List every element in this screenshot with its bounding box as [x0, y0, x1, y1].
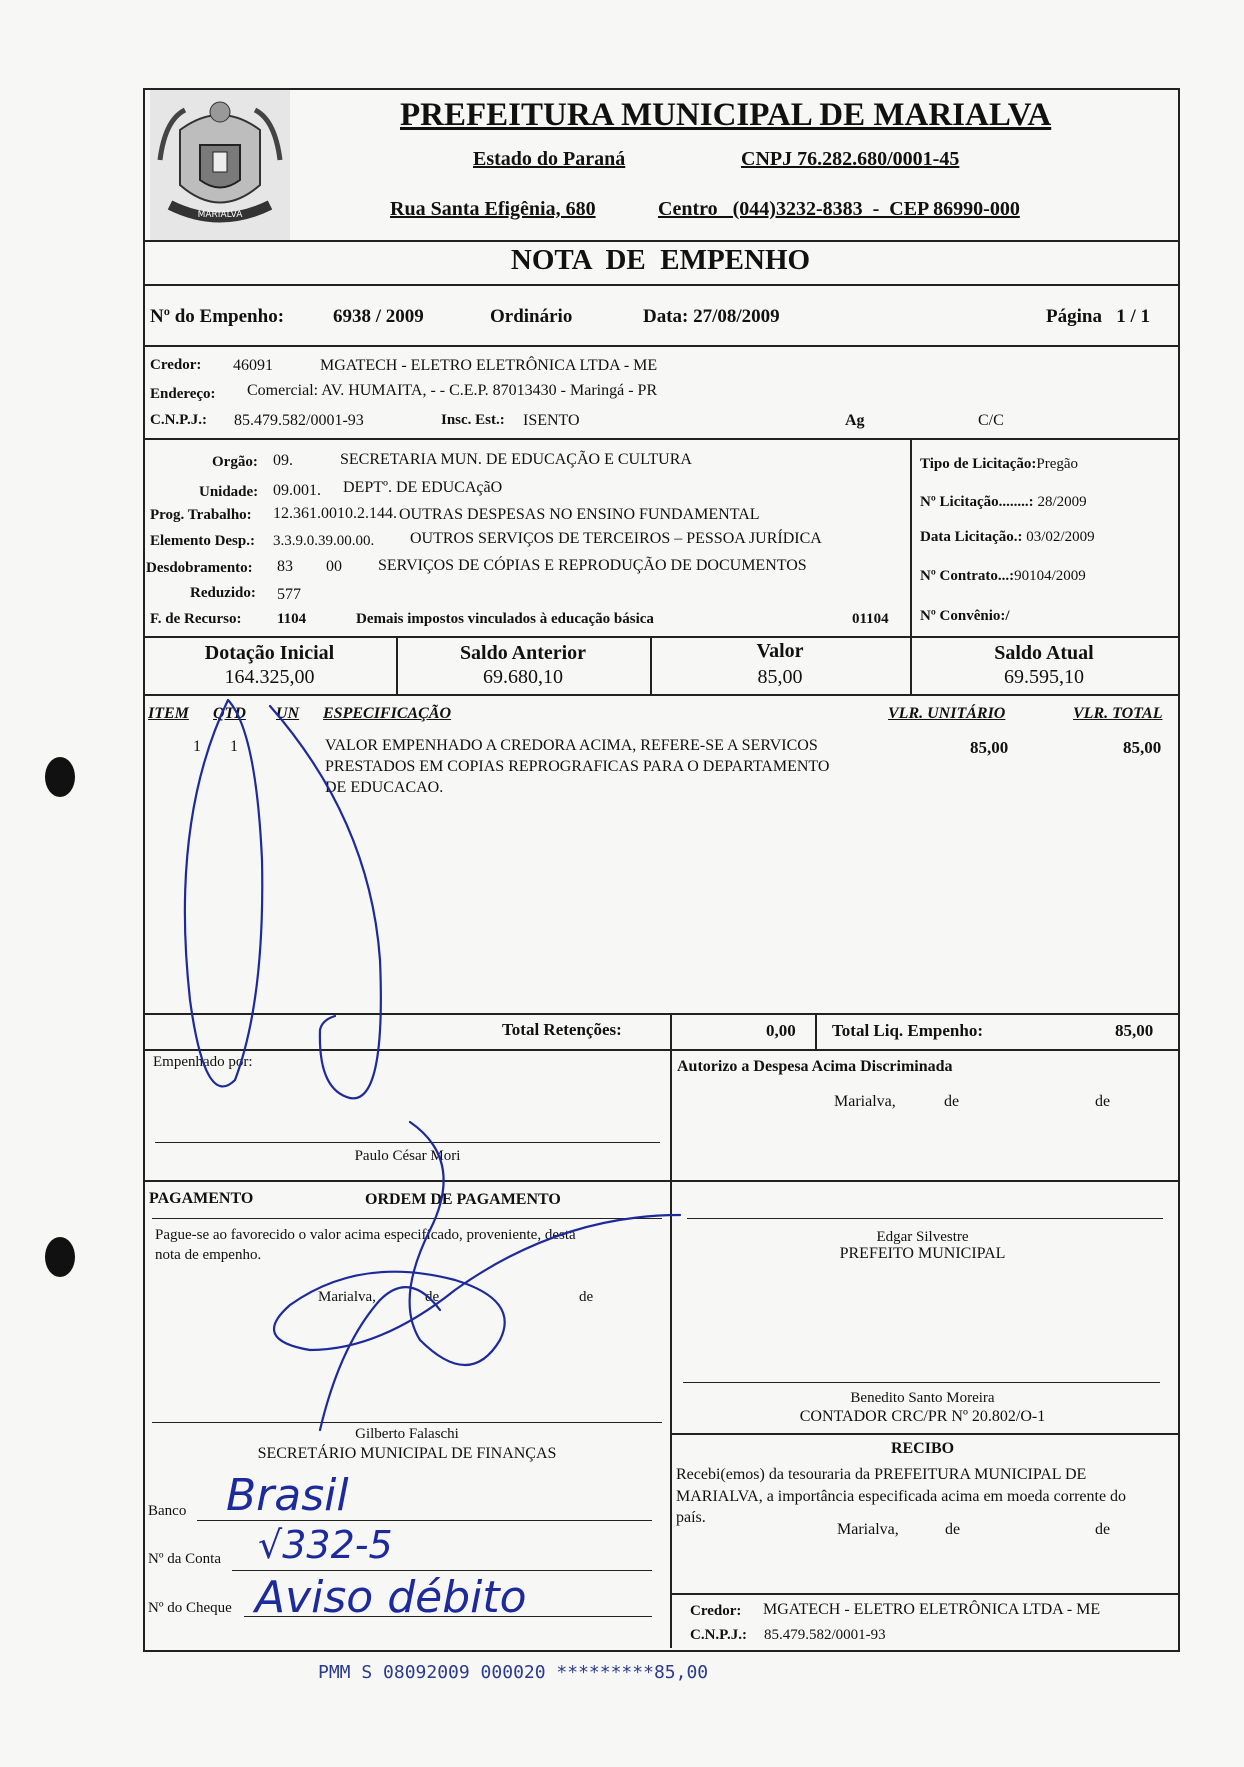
orgao-code: 09. [273, 452, 293, 469]
contador-name: Benedito Santo Moreira [850, 1390, 995, 1406]
item-desc-line1: VALOR EMPENHADO A CREDORA ACIMA, REFERE-SE A SERVICOS [325, 737, 818, 754]
recibo-place: Marialva, [837, 1521, 899, 1538]
coat-of-arms-icon [150, 90, 290, 240]
mayor-name: Edgar Silvestre [876, 1229, 969, 1245]
recibo-title: RECIBO [890, 1440, 955, 1457]
orgao-name: SECRETARIA MUN. DE EDUCAÇÃO E CULTURA [340, 451, 692, 468]
recibo-text2: MARIALVA, a importância especificada acima em moeda corrente do [676, 1488, 1127, 1505]
recibo-de2: de [1095, 1521, 1111, 1538]
item-number: 1 [193, 738, 201, 755]
licitacao-tipo-text: Tipo de Licitação: [920, 456, 1037, 472]
autorizo-place: Marialva, [834, 1093, 896, 1110]
pagamento-label: PAGAMENTO [149, 1190, 254, 1207]
elemento-name: OUTROS SERVIÇOS DE TERCEIROS – PESSOA JURÍDICA [410, 530, 822, 547]
empenho-page: Página 1 / 1 [1046, 306, 1150, 327]
col-qtd: QTD [213, 705, 246, 722]
licitacao-data-value: 03/02/2009 [1026, 529, 1095, 545]
desdobramento-label: Desdobramento: [146, 560, 253, 576]
retencoes-label: Total Retenções: [502, 1020, 622, 1039]
ag-label: Ag [845, 412, 865, 429]
punch-hole-bottom [45, 1237, 75, 1277]
recibo-text3: país. [676, 1509, 706, 1526]
recurso-label: F. de Recurso: [150, 611, 242, 627]
cheque-handwritten: Aviso débito [255, 1572, 527, 1623]
cheque-label: Nº do Cheque [148, 1600, 232, 1616]
autorizo-label: Autorizo a Despesa Acima Discriminada [677, 1058, 953, 1075]
prog-label: Prog. Trabalho: [150, 507, 252, 523]
prog-name: OUTRAS DESPESAS NO ENSINO FUNDAMENTAL [399, 506, 760, 523]
credor-cnpj: 85.479.582/0001-93 [234, 412, 364, 429]
reduzido-value: 577 [277, 586, 301, 603]
desdobramento-name: SERVIÇOS DE CÓPIAS E REPRODUÇÃO DE DOCUMENTOS [378, 557, 807, 574]
banco-handwritten: Brasil [226, 1470, 349, 1521]
unidade-label: Unidade: [199, 484, 259, 500]
item-qtd: 1 [230, 738, 238, 755]
pagamento-de2: de [579, 1289, 594, 1305]
elemento-label: Elemento Desp.: [150, 533, 255, 549]
recibo-credor-name: MGATECH - ELETRO ELETRÔNICA LTDA - ME [763, 1601, 1101, 1618]
contador-title: CONTADOR CRC/PR Nº 20.802/O-1 [799, 1408, 1046, 1425]
col-un: UN [276, 705, 300, 722]
recurso-code: 1104 [277, 611, 307, 627]
licitacao-numero-label [920, 494, 1087, 511]
endereco-label: Endereço: [150, 386, 216, 402]
desdobramento-code1: 83 [277, 558, 293, 575]
recibo-de1: de [945, 1521, 961, 1538]
pagamento-text1: Pague-se ao favorecido o valor acima especificado, proveniente, desta [155, 1227, 576, 1243]
licitacao-numero-text: Nº Licitação........: [920, 494, 1034, 510]
item-total-value: 85,00 [1123, 738, 1162, 757]
col-item: ITEM [148, 705, 189, 722]
doc-title: NOTA DE EMPENHO [510, 244, 811, 276]
contrato-label [920, 568, 1086, 585]
saldo-atual-value: 69.595,10 [1004, 666, 1084, 688]
orgao-label: Orgão: [212, 454, 258, 470]
desdobramento-code2: 00 [326, 558, 342, 575]
empenho-number: 6938 / 2009 [333, 306, 424, 327]
finance-secretary-name: Gilberto Falaschi [355, 1426, 459, 1442]
recibo-text1: Recebi(emos) da tesouraria da PREFEITURA MUNICIPAL DE [676, 1466, 1087, 1483]
licitacao-tipo-value: Pregão [1036, 456, 1079, 472]
contrato-value: 90104/2009 [1014, 568, 1086, 584]
recibo-cnpj-label: C.N.P.J.: [690, 1627, 747, 1643]
org-address: Centro (044)3232-8383 - CEP 86990-000 [658, 198, 1020, 220]
recibo-credor-label: Credor: [690, 1603, 742, 1619]
punch-hole-top [45, 757, 75, 797]
licitacao-data-text: Data Licitação.: [920, 529, 1023, 545]
unidade-name: DEPTº. DE EDUCAçãO [343, 479, 503, 496]
credor-name: MGATECH - ELETRO ELETRÔNICA LTDA - ME [320, 357, 658, 374]
org-cnpj: CNPJ 76.282.680/0001-45 [741, 148, 960, 170]
autorizo-de2: de [1095, 1093, 1111, 1110]
ordem-pagamento-label: ORDEM DE PAGAMENTO [365, 1191, 561, 1208]
unidade-code: 09.001. [273, 482, 321, 499]
banco-label: Banco [148, 1503, 187, 1519]
liq-value: 85,00 [1115, 1021, 1154, 1040]
dotacao-value: 164.325,00 [224, 666, 315, 688]
saldo-atual-label: Saldo Atual [994, 642, 1094, 664]
autorizo-de1: de [944, 1093, 960, 1110]
saldo-anterior-label: Saldo Anterior [459, 642, 587, 664]
empenhado-signer: Paulo César Mori [354, 1148, 461, 1164]
insc-value: ISENTO [523, 412, 580, 429]
insc-label: Insc. Est.: [441, 412, 505, 428]
col-especificacao: ESPECIFICAÇÃO [323, 705, 452, 722]
col-vlr-total: VLR. TOTAL [1073, 705, 1163, 722]
pagamento-text2: nota de empenho. [155, 1247, 262, 1263]
contrato-text: Nº Contrato...: [920, 568, 1015, 584]
liq-label: Total Liq. Empenho: [832, 1021, 983, 1040]
dotacao-label: Dotação Inicial [204, 642, 335, 664]
pagamento-de1: de [425, 1289, 440, 1305]
credor-code: 46091 [233, 357, 273, 374]
finance-secretary-title: SECRETÁRIO MUNICIPAL DE FINANÇAS [257, 1445, 557, 1462]
licitacao-numero-value: 28/2009 [1037, 494, 1087, 510]
valor-value: 85,00 [757, 666, 803, 688]
elemento-code: 3.3.9.0.39.00.00. [273, 533, 375, 549]
reduzido-label: Reduzido: [190, 585, 256, 601]
empenho-date: Data: 27/08/2009 [643, 306, 780, 327]
licitacao-tipo-label [920, 456, 1078, 473]
conta-handwritten: √332-5 [258, 1523, 393, 1567]
recibo-cnpj-value: 85.479.582/0001-93 [764, 1627, 886, 1643]
payment-stamp: PMM S 08092009 000020 *********85,00 [318, 1662, 709, 1683]
prog-code: 12.361.0010.2.144. [273, 505, 397, 522]
item-desc-line2: PRESTADOS EM COPIAS REPROGRAFICAS PARA O DEPARTAMENTO [325, 758, 830, 775]
saldo-anterior-value: 69.680,10 [483, 666, 563, 688]
empenho-type: Ordinário [490, 306, 573, 327]
credor-address: Comercial: AV. HUMAITA, - - C.E.P. 87013430 - Maringá - PR [247, 382, 658, 399]
item-unit-value: 85,00 [970, 738, 1009, 757]
valor-label: Valor [756, 640, 804, 662]
cc-label: C/C [978, 412, 1004, 429]
coat-of-arms-label: MARIALVA [197, 210, 243, 220]
credor-label: Credor: [150, 357, 202, 373]
org-title: PREFEITURA MUNICIPAL DE MARIALVA [400, 97, 1052, 133]
recurso-code2: 01104 [852, 611, 889, 627]
convenio-label: Nº Convênio:/ [920, 608, 1010, 624]
conta-label: Nº da Conta [148, 1551, 221, 1567]
state-name: Estado do Paraná [473, 148, 626, 170]
mayor-title: PREFEITO MUNICIPAL [839, 1245, 1006, 1262]
empenhado-label: Empenhado por: [153, 1054, 253, 1070]
item-desc-line3: DE EDUCACAO. [325, 779, 444, 796]
licitacao-data-label [920, 529, 1095, 546]
recurso-name: Demais impostos vinculados à educação básica [356, 611, 654, 627]
org-street: Rua Santa Efigênia, 680 [390, 198, 596, 220]
pagamento-place: Marialva, [318, 1289, 376, 1305]
empenho-number-label: Nº do Empenho: [150, 306, 285, 327]
credor-cnpj-label: C.N.P.J.: [150, 412, 207, 428]
retencoes-value: 0,00 [766, 1021, 796, 1040]
col-vlr-unitario: VLR. UNITÁRIO [888, 705, 1006, 722]
